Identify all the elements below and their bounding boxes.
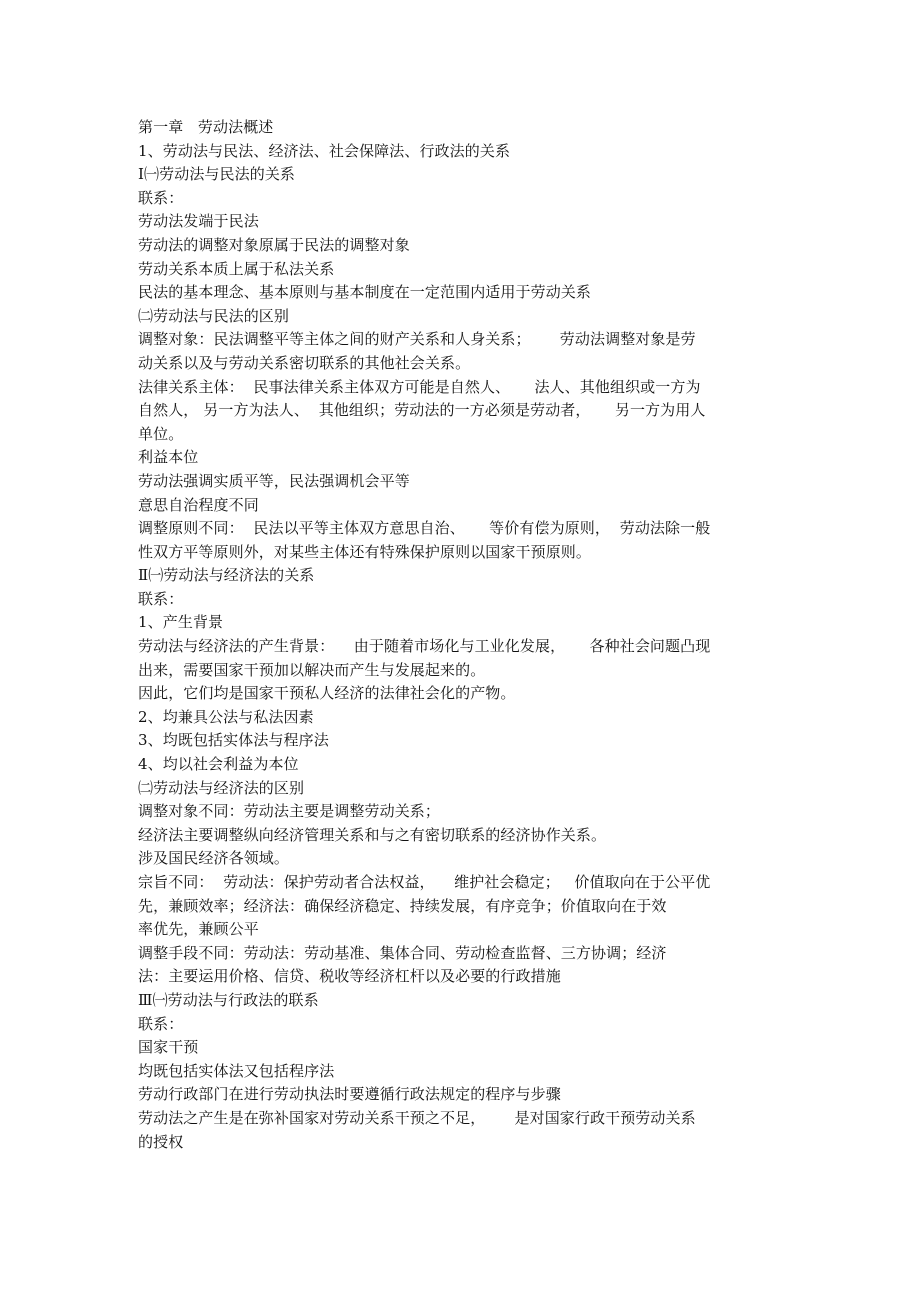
text-line: 劳动关系本质上属于私法关系 <box>138 259 335 278</box>
text-line: 法：主要运用价格、信贷、税收等经济杠杆以及必要的行政措施 <box>138 967 561 986</box>
text-line: 利益本位 <box>138 448 199 467</box>
text-line: 调整手段不同：劳动法：劳动基准、集体合同、劳动检查监督、三方协调；经济 <box>138 943 667 962</box>
text-line: 民法的基本理念、基本原则与基本制度在一定范围内适用于劳动关系 <box>138 283 592 302</box>
text-line: 意思自治程度不同 <box>138 495 259 514</box>
text-line: 国家干预 <box>138 1038 199 1057</box>
text-line: 单位。 <box>138 424 184 443</box>
text-line: 劳动法之产生是在弥补国家对劳动关系干预之不足， 是对国家行政干预劳动关系 <box>138 1108 696 1127</box>
section-heading: 1、劳动法与民法、经济法、社会保障法、行政法的关系 <box>138 141 511 160</box>
text-line: 先，兼顾效率；经济法：确保经济稳定、持续发展，有序竞争；价值取向在于效 <box>138 896 667 915</box>
chapter-title: 第一章 劳动法概述 <box>138 118 274 136</box>
text-line: 的授权 <box>138 1132 184 1151</box>
text-line: 调整对象不同：劳动法主要是调整劳动关系； <box>138 802 441 821</box>
text-line: 3、均既包括实体法与程序法 <box>138 731 329 750</box>
text-line: 劳动法的调整对象原属于民法的调整对象 <box>138 235 410 254</box>
text-line: 法律关系主体： 民事法律关系主体双方可能是自然人、 法人、其他组织或一方为 <box>138 377 701 396</box>
text-line: 经济法主要调整纵向经济管理关系和与之有密切联系的经济协作关系。 <box>138 825 607 844</box>
text-line: 动关系以及与劳动关系密切联系的其他社会关系。 <box>138 353 471 372</box>
text-line: 联系： <box>138 1014 184 1033</box>
subsection-heading: ㈡劳动法与经济法的区别 <box>138 778 305 797</box>
subsection-heading: Ⅲ㈠劳动法与行政法的联系 <box>138 990 319 1009</box>
text-line: 因此，它们均是国家干预私人经济的法律社会化的产物。 <box>138 684 516 703</box>
text-line: 均既包括实体法又包括程序法 <box>138 1061 335 1080</box>
text-line: 调整原则不同： 民法以平等主体双方意思自治、 等价有偿为原则， 劳动法除一般 <box>138 519 711 538</box>
text-line: 性双方平等原则外，对某些主体还有特殊保护原则以国家干预原则。 <box>138 542 592 561</box>
text-line: 涉及国民经济各领域。 <box>138 849 290 868</box>
text-line: 联系： <box>138 188 184 207</box>
text-line: 联系： <box>138 589 184 608</box>
text-line: 宗旨不同： 劳动法：保护劳动者合法权益， 维护社会稳定； 价值取向在于公平优 <box>138 873 711 891</box>
text-line: 2、均兼具公法与私法因素 <box>138 707 314 726</box>
text-line: 调整对象：民法调整平等主体之间的财产关系和人身关系； 劳动法调整对象是劳 <box>138 330 696 349</box>
text-line: 出来，需要国家干预加以解决而产生与发展起来的。 <box>138 660 486 679</box>
subsection-heading: Ⅰ㈠劳动法与民法的关系 <box>138 165 296 184</box>
document-body <box>138 116 778 1154</box>
subsection-heading: ㈡劳动法与民法的区别 <box>138 306 290 325</box>
text-line: 率优先，兼顾公平 <box>138 920 259 939</box>
text-line: 1、产生背景 <box>138 613 224 632</box>
text-line: 劳动法强调实质平等，民法强调机会平等 <box>138 471 410 490</box>
text-line: 劳动法与经济法的产生背景： 由于随着市场化与工业化发展， 各种社会问题凸现 <box>138 637 711 656</box>
subsection-heading: Ⅱ㈠劳动法与经济法的关系 <box>138 566 315 585</box>
text-line: 劳动法发端于民法 <box>138 212 259 231</box>
text-line: 自然人， 另一方为法人、 其他组织；劳动法的一方必须是劳动者， 另一方为用人 <box>138 401 706 420</box>
text-line: 劳动行政部门在进行劳动执法时要遵循行政法规定的程序与步骤 <box>138 1085 561 1104</box>
text-line: 4、均以社会利益为本位 <box>138 755 299 774</box>
